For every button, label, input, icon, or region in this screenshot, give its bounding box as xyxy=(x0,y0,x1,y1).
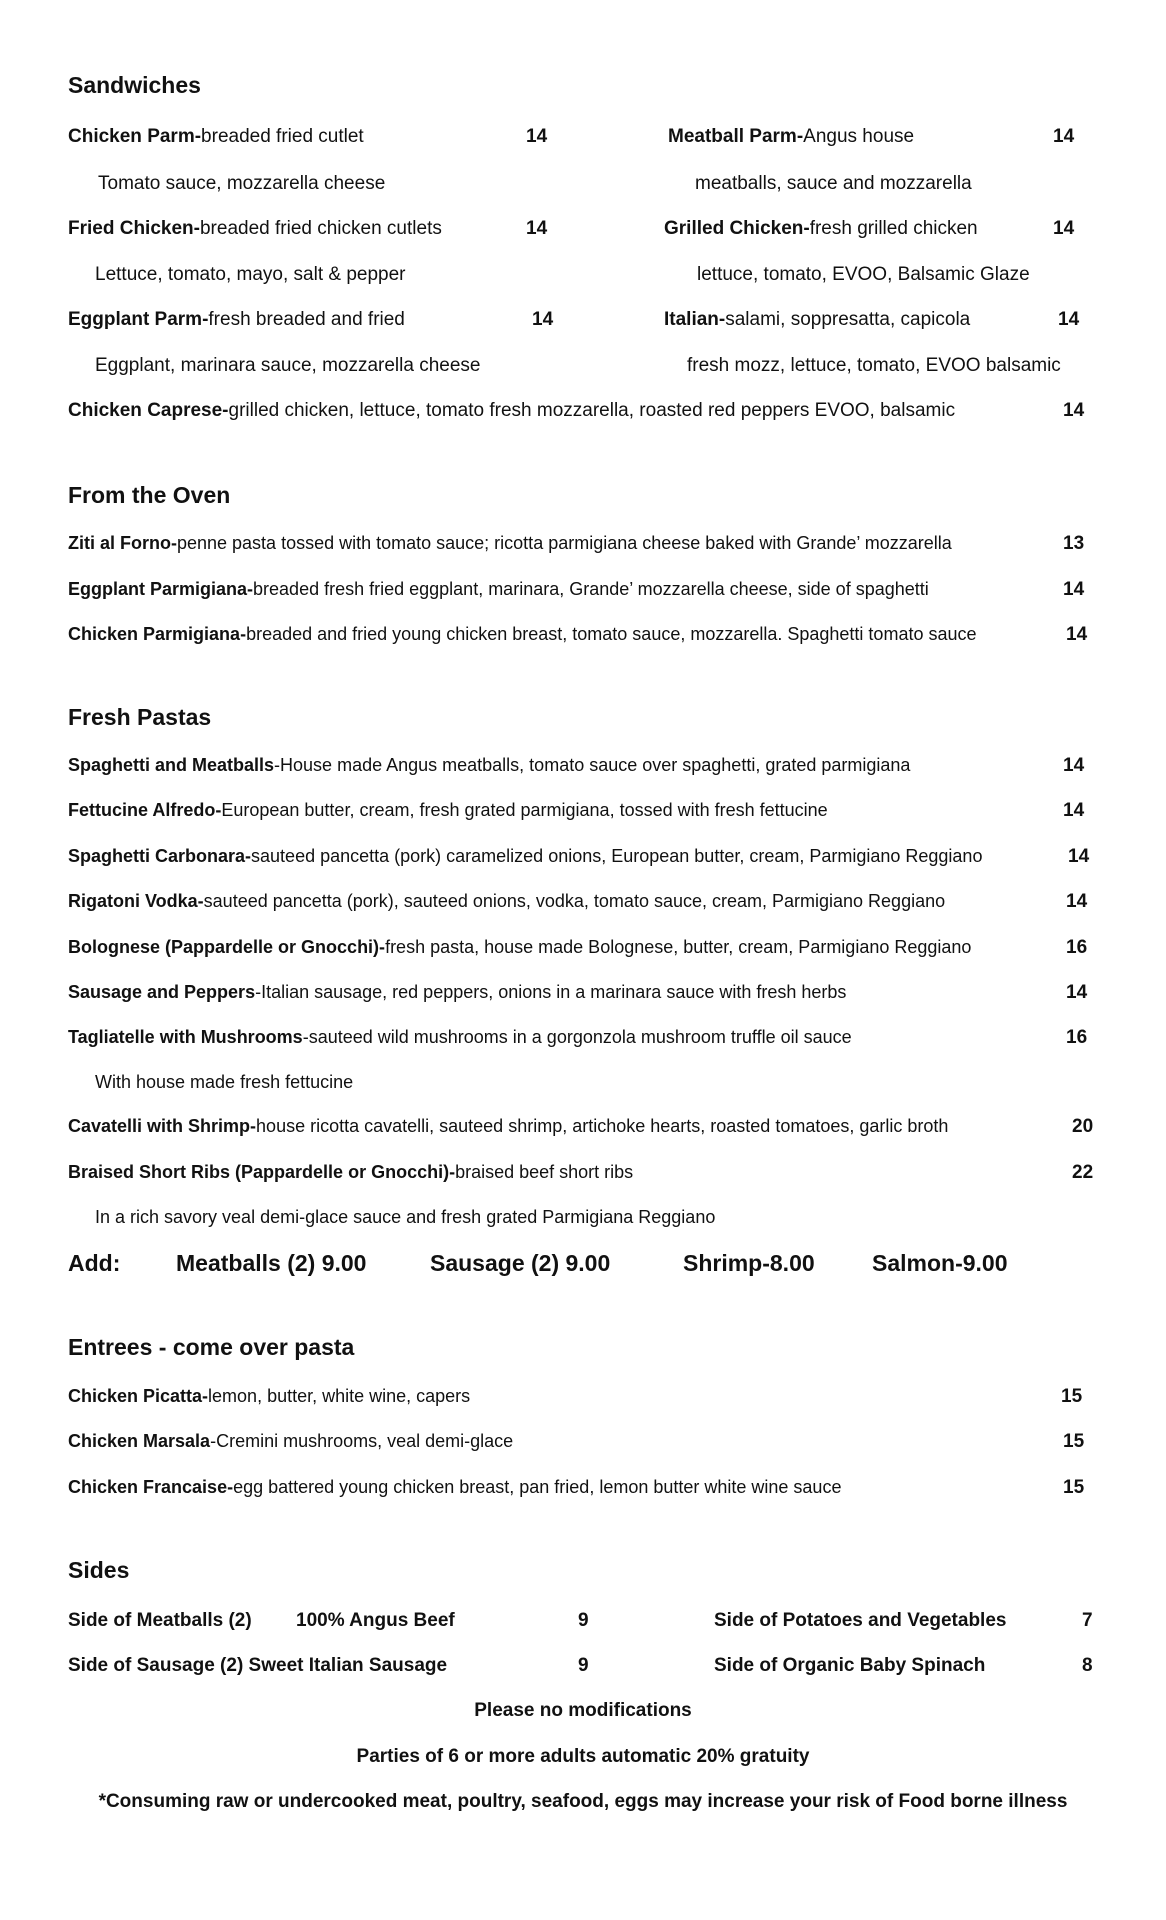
item-name: Ziti al Forno- xyxy=(68,533,177,553)
item-name: Chicken Caprese- xyxy=(68,400,229,421)
item-name: Fettucine Alfredo- xyxy=(68,800,222,820)
item-desc: penne pasta tossed with tomato sauce; ricotta parmigiana cheese baked with Grande’ mozzarella xyxy=(176,533,952,553)
menu-item-meatball-parm xyxy=(668,126,914,148)
item-desc: breaded fresh fried eggplant, marinara, Grande’ mozzarella cheese, side of spaghetti xyxy=(253,579,929,599)
item-name: Cavatelli with Shrimp- xyxy=(68,1116,257,1136)
menu-item-sausage-peppers xyxy=(68,982,846,1003)
item-price: 13 xyxy=(1063,533,1085,554)
item-name: Spaghetti Carbonara- xyxy=(68,846,252,866)
add-option-salmon: Salmon-9.00 xyxy=(872,1250,1008,1276)
side-potatoes-price: 7 xyxy=(1082,1610,1093,1631)
section-title-oven: From the Oven xyxy=(68,482,231,508)
side-potatoes: Side of Potatoes and Vegetables xyxy=(714,1610,1007,1631)
item-desc-secondary: With house made fresh fettucine xyxy=(95,1072,354,1092)
menu-item-fettucine-alfredo xyxy=(68,800,828,821)
item-name: Rigatoni Vodka- xyxy=(68,891,204,911)
item-price: 15 xyxy=(1063,1477,1085,1498)
item-price: 15 xyxy=(1063,1431,1085,1452)
side-spinach-price: 8 xyxy=(1082,1655,1093,1676)
item-desc: lemon, butter, white wine, capers xyxy=(208,1386,471,1406)
item-name: Tagliatelle with Mushrooms xyxy=(68,1027,303,1047)
item-price: 14 xyxy=(1066,982,1088,1003)
item-price: 16 xyxy=(1066,937,1088,958)
menu-item-chicken-parm xyxy=(68,126,364,148)
item-price: 14 xyxy=(1063,579,1085,600)
item-name: Sausage and Peppers xyxy=(68,982,256,1002)
item-desc: -sauteed wild mushrooms in a gorgonzola mushroom truffle oil sauce xyxy=(302,1027,852,1047)
side-spinach: Side of Organic Baby Spinach xyxy=(714,1655,986,1676)
add-label: Add: xyxy=(68,1250,121,1276)
item-price: 14 xyxy=(1066,624,1088,645)
item-price: 14 xyxy=(1063,755,1085,776)
item-price: 14 xyxy=(1053,218,1075,239)
item-desc: breaded fried chicken cutlets xyxy=(199,218,442,239)
item-desc: fresh grilled chicken xyxy=(809,218,978,239)
item-desc-secondary: Eggplant, marinara sauce, mozzarella cheese xyxy=(95,355,481,376)
item-price: 14 xyxy=(532,309,554,330)
item-desc: salami, soppresatta, capicola xyxy=(725,309,971,330)
menu-item-chicken-marsala xyxy=(68,1431,513,1452)
add-option-shrimp: Shrimp-8.00 xyxy=(683,1250,815,1276)
menu-item-bolognese xyxy=(68,937,971,958)
menu-item-fried-chicken xyxy=(68,218,442,240)
menu-item-chicken-picatta xyxy=(68,1386,470,1407)
note-no-modifications: Please no modifications xyxy=(474,1700,692,1721)
item-name: Chicken Marsala xyxy=(68,1431,211,1451)
menu-item-chicken-parmigiana xyxy=(68,624,977,645)
item-name: Chicken Parm- xyxy=(68,126,202,147)
side-sausage: Side of Sausage (2) Sweet Italian Sausage xyxy=(68,1655,448,1676)
item-price: 14 xyxy=(526,218,548,239)
item-name: Meatball Parm- xyxy=(668,126,804,147)
item-desc: house ricotta cavatelli, sauteed shrimp, artichoke hearts, roasted tomatoes, garlic broth xyxy=(256,1116,949,1136)
item-desc-secondary: In a rich savory veal demi-glace sauce and fresh grated Parmigiana Reggiano xyxy=(95,1207,716,1227)
menu-item-short-ribs xyxy=(68,1162,633,1183)
menu-item-spaghetti-meatballs xyxy=(68,755,910,776)
menu-item-ziti xyxy=(68,533,952,554)
item-name: Eggplant Parmigiana- xyxy=(68,579,254,599)
note-gratuity: Parties of 6 or more adults automatic 20% gratuity xyxy=(356,1746,810,1767)
section-title-pastas: Fresh Pastas xyxy=(68,704,212,730)
item-desc-secondary: meatballs, sauce and mozzarella xyxy=(695,173,972,194)
add-option-sausage: Sausage (2) 9.00 xyxy=(430,1250,611,1276)
item-price: 14 xyxy=(1066,891,1088,912)
add-option-meatballs: Meatballs (2) 9.00 xyxy=(176,1250,367,1276)
item-desc-secondary: fresh mozz, lettuce, tomato, EVOO balsamic xyxy=(687,355,1061,376)
menu-item-eggplant-parm xyxy=(68,309,405,331)
item-desc: Angus house xyxy=(803,126,915,147)
item-name: Fried Chicken- xyxy=(68,218,200,239)
item-desc: fresh pasta, house made Bolognese, butter, cream, Parmigiano Reggiano xyxy=(385,937,972,957)
menu-item-grilled-chicken xyxy=(664,218,978,240)
item-name: Chicken Picatta- xyxy=(68,1386,209,1406)
item-desc: grilled chicken, lettuce, tomato fresh mozzarella, roasted red peppers EVOO, balsamic xyxy=(228,400,956,421)
section-title-sandwiches: Sandwiches xyxy=(68,72,201,98)
item-name: Braised Short Ribs (Pappardelle or Gnocchi)- xyxy=(68,1162,456,1182)
menu-item-cavatelli xyxy=(68,1116,948,1137)
item-desc: egg battered young chicken breast, pan fried, lemon butter white wine sauce xyxy=(233,1477,842,1497)
item-name: Chicken Francaise- xyxy=(68,1477,234,1497)
menu-item-spaghetti-carbonara xyxy=(68,846,982,867)
item-desc-secondary: Tomato sauce, mozzarella cheese xyxy=(98,173,386,194)
menu-item-eggplant-parmigiana xyxy=(68,579,929,600)
side-meatballs: Side of Meatballs (2) xyxy=(68,1610,252,1631)
section-title-sides: Sides xyxy=(68,1557,130,1583)
side-meatballs-detail: 100% Angus Beef xyxy=(296,1610,455,1631)
item-desc: breaded fried cutlet xyxy=(201,126,364,147)
note-food-warning: *Consuming raw or undercooked meat, poultry, seafood, eggs may increase your risk of Food borne illness xyxy=(98,1791,1068,1812)
item-price: 20 xyxy=(1072,1116,1094,1137)
item-desc: -Cremini mushrooms, veal demi-glace xyxy=(210,1431,514,1451)
item-desc: sauteed pancetta (pork), sauteed onions, vodka, tomato sauce, cream, Parmigiano Reggiano xyxy=(203,891,946,911)
item-name: Spaghetti and Meatballs xyxy=(68,755,275,775)
item-name: Italian- xyxy=(664,309,726,330)
item-price: 15 xyxy=(1061,1386,1083,1407)
item-price: 14 xyxy=(1053,126,1075,147)
item-desc: fresh breaded and fried xyxy=(208,309,405,330)
item-desc: sauteed pancetta (pork) caramelized onions, European butter, cream, Parmigiano Reggiano xyxy=(251,846,983,866)
side-sausage-price: 9 xyxy=(578,1655,589,1676)
item-desc: -House made Angus meatballs, tomato sauce over spaghetti, grated parmigiana xyxy=(274,755,911,775)
item-price: 22 xyxy=(1072,1162,1094,1183)
item-desc: -Italian sausage, red peppers, onions in a marinara sauce with fresh herbs xyxy=(255,982,847,1002)
item-price: 14 xyxy=(1063,800,1085,821)
menu-item-chicken-francaise xyxy=(68,1477,841,1498)
item-name: Eggplant Parm- xyxy=(68,309,209,330)
item-desc-secondary: lettuce, tomato, EVOO, Balsamic Glaze xyxy=(697,264,1030,285)
item-desc: European butter, cream, fresh grated parmigiana, tossed with fresh fettucine xyxy=(221,800,828,820)
side-meatballs-price: 9 xyxy=(578,1610,589,1631)
item-price: 14 xyxy=(526,126,548,147)
menu-item-tagliatelle xyxy=(68,1027,852,1048)
menu-item-chicken-caprese xyxy=(68,400,955,422)
item-desc: breaded and fried young chicken breast, tomato sauce, mozzarella. Spaghetti tomato sauce xyxy=(246,624,977,644)
menu-item-rigatoni-vodka xyxy=(68,891,945,912)
item-name: Bolognese (Pappardelle or Gnocchi)- xyxy=(68,937,386,957)
item-desc: braised beef short ribs xyxy=(455,1162,634,1182)
item-name: Grilled Chicken- xyxy=(664,218,810,239)
menu-item-italian xyxy=(664,309,970,331)
item-price: 16 xyxy=(1066,1027,1088,1048)
item-price: 14 xyxy=(1063,400,1085,421)
item-price: 14 xyxy=(1058,309,1080,330)
section-title-entrees: Entrees - come over pasta xyxy=(68,1334,355,1360)
item-price: 14 xyxy=(1068,846,1090,867)
item-name: Chicken Parmigiana- xyxy=(68,624,247,644)
item-desc-secondary: Lettuce, tomato, mayo, salt & pepper xyxy=(95,264,406,285)
